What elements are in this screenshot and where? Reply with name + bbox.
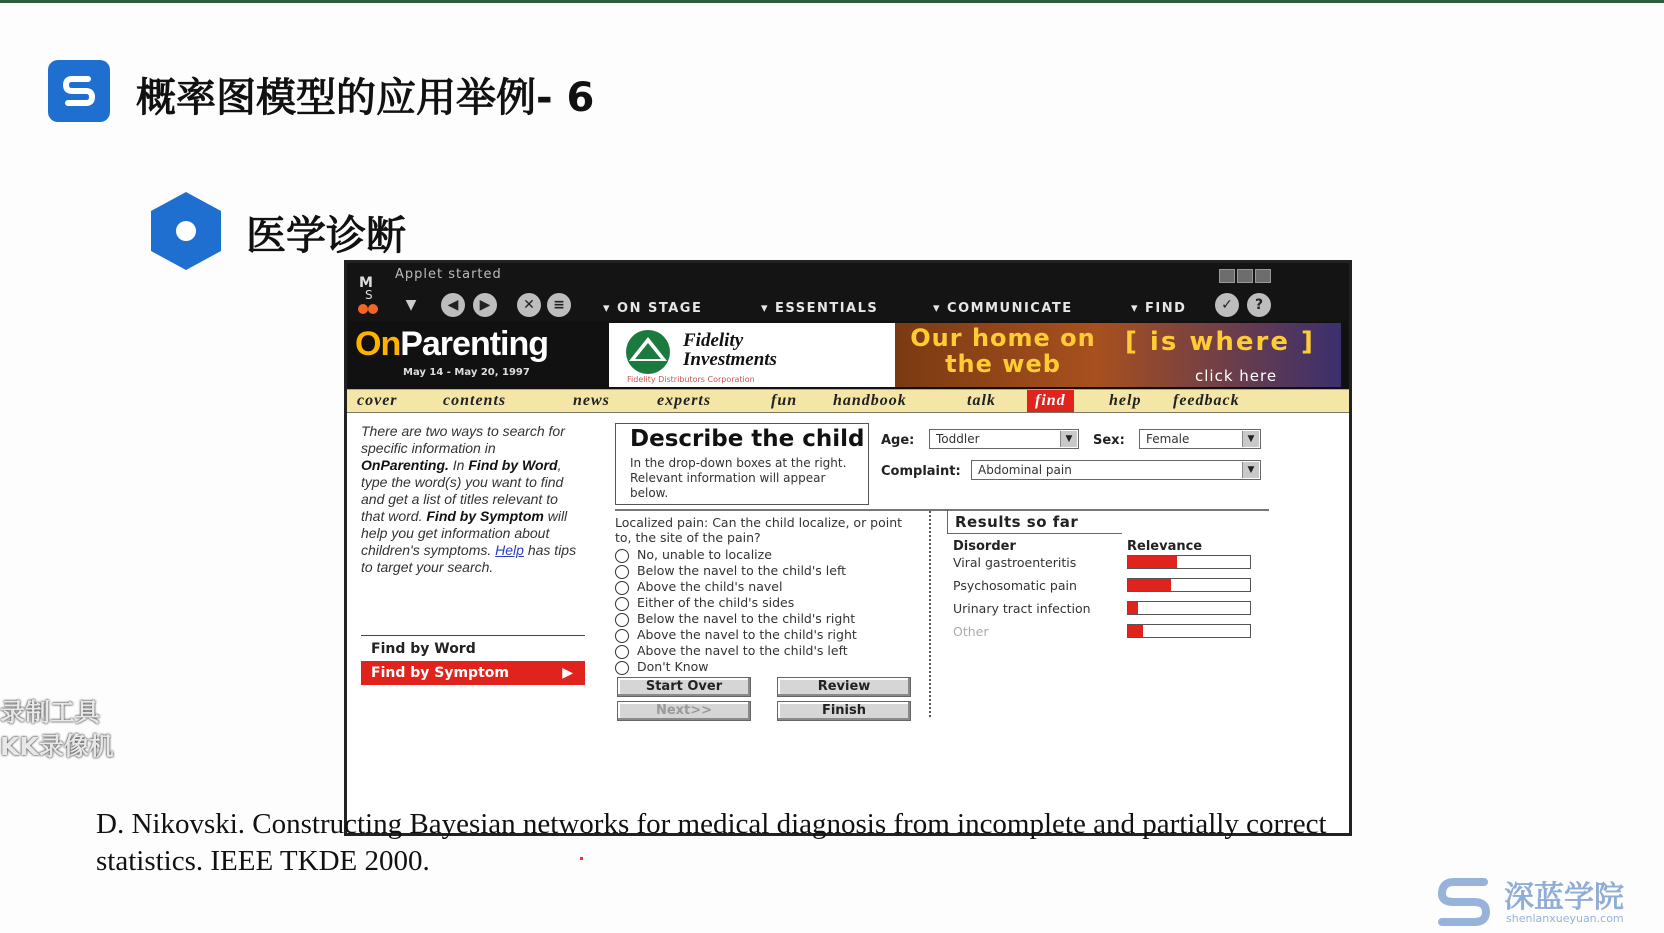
age-label: Age: [881,433,915,448]
age-select[interactable]: Toddler ▼ [929,429,1079,449]
option-2[interactable]: Above the child's navel [615,579,782,595]
find-by-symptom-button[interactable]: Find by Symptom ▶ [361,661,585,685]
find-by-word-button[interactable]: Find by Word [371,641,476,657]
relevance-fill [1128,602,1138,614]
section-divider [615,509,1269,511]
dotted-divider [929,511,931,717]
relevance-bar-1 [1127,578,1251,592]
option-3[interactable]: Either of the child's sides [615,595,794,611]
describe-title: Describe the child [630,426,865,452]
help-link[interactable]: Help [495,542,524,558]
radio-button[interactable] [615,629,629,643]
chevron-down-icon: ▼ [1242,462,1259,478]
minimize-icon[interactable] [1219,269,1235,283]
option-1[interactable]: Below the navel to the child's left [615,563,846,579]
relevance-fill [1128,556,1177,568]
nav-news[interactable]: news [573,392,610,409]
sex-select[interactable]: Female ▼ [1139,429,1261,449]
applet-toolbar [347,263,1349,321]
section-title: 医学诊断 [246,213,406,259]
sex-label: Sex: [1093,433,1125,448]
back-icon[interactable]: ◀ [441,293,465,317]
pointer-dot [580,857,583,860]
svg-text:S: S [365,288,373,302]
play-arrow-icon: ▶ [562,665,573,681]
localized-pain-question: Localized pain: Can the child localize, or point to, the site of the pain? [615,515,903,545]
radio-button[interactable] [615,661,629,675]
option-4[interactable]: Below the navel to the child's right [615,611,855,627]
next-button[interactable]: Next>> [617,701,751,721]
radio-button[interactable] [615,549,629,563]
citation: D. Nikovski. Constructing Bayesian networks for medical diagnosis from incomplete and partially correct statistics. IEEE TKDE 2000. [96,808,1327,877]
msn-logo-icon [353,271,393,315]
disorder-2: Urinary tract infection [953,601,1091,616]
pyramid-logo-icon [617,329,679,375]
dropdown-arrow-icon[interactable]: ▼ [405,297,417,313]
nav-experts[interactable]: experts [657,392,712,409]
option-5[interactable]: Above the navel to the child's right [615,627,857,643]
option-6[interactable]: Above the navel to the child's left [615,643,848,659]
menu-find[interactable]: ▾ FIND [1131,301,1187,316]
recorder-watermark: 录制工具 KK录像机 [0,698,114,761]
radio-button[interactable] [615,645,629,659]
relevance-fill [1128,579,1171,591]
home-on-web-ad[interactable]: Our home on the web [ is where ] click here [895,323,1341,387]
radio-button[interactable] [615,565,629,579]
left-divider [361,635,585,636]
review-button[interactable]: Review [777,677,911,697]
relevance-bar-3 [1127,624,1251,638]
complaint-select[interactable]: Abdominal pain ▼ [971,460,1261,480]
relevance-header: Relevance [1127,539,1203,554]
site-banner [347,321,1349,389]
stop-icon[interactable]: ✕ [517,293,541,317]
disorder-3: Other [953,624,989,639]
option-0[interactable]: No, unable to localize [615,547,772,563]
complaint-label: Complaint: [881,464,961,479]
relevance-bar-2 [1127,601,1251,615]
nav-talk[interactable]: talk [967,392,996,409]
radio-button[interactable] [615,581,629,595]
radio-button[interactable] [615,597,629,611]
describe-text: In the drop-down boxes at the right. Relevant information will appear below. [630,456,847,500]
shenlan-logo-icon [48,60,110,122]
chevron-down-icon: ▼ [1060,431,1077,447]
close-icon[interactable] [1255,269,1271,283]
site-nav [347,389,1349,413]
finish-button[interactable]: Finish [777,701,911,721]
sponsor-subtitle: Fidelity Distributors Corporation [627,375,755,384]
nav-contents[interactable]: contents [443,392,507,409]
nav-find[interactable]: find [1027,390,1074,412]
disorder-1: Psychosomatic pain [953,578,1077,593]
slide-title: 概率图模型的应用举例- 6 [136,75,595,121]
hexagon-bullet-icon [148,190,224,272]
refresh-icon[interactable]: ≡ [547,293,571,317]
applet-window [344,260,1352,836]
results-title: Results so far [955,513,1079,531]
describe-child-panel [615,423,869,505]
option-7[interactable]: Don't Know [615,659,709,675]
applet-status: Applet started [395,267,502,282]
disorder-0: Viral gastroenteritis [953,555,1077,570]
find-intro: There are two ways to search for specific information in OnParenting. In Find by Word, type the word(s) you want to find and get a list of titles relevant to that word. Find by Symptom will help you get information about children's symptoms. Help has tips to target your search. [361,423,577,575]
chevron-down-icon: ▼ [1242,431,1259,447]
menu-communicate[interactable]: ▾ COMMUNICATE [933,301,1073,316]
menu-essentials[interactable]: ▾ ESSENTIALS [761,301,879,316]
svg-text:M: M [359,275,373,291]
radio-button[interactable] [615,613,629,627]
disorder-header: Disorder [953,539,1016,554]
issue-date: May 14 - May 20, 1997 [403,367,530,378]
help-icon[interactable]: ? [1247,293,1271,317]
nav-fun[interactable]: fun [771,392,798,409]
nav-help[interactable]: help [1109,392,1142,409]
relevance-fill [1128,625,1143,637]
forward-icon[interactable]: ▶ [473,293,497,317]
nav-feedback[interactable]: feedback [1173,392,1240,409]
start-over-button[interactable]: Start Over [617,677,751,697]
ad-is-where: [ is where ] [1125,327,1315,357]
top-border [0,0,1664,3]
nav-cover[interactable]: cover [357,392,398,409]
menu-on-stage[interactable]: ▾ ON STAGE [603,301,703,316]
shenlan-watermark: 深蓝学院 shenlanxueyuan.com [1432,872,1664,932]
fidelity-ad[interactable]: Fidelity Investments Fidelity Distributors Corporation [609,323,895,387]
nav-handbook[interactable]: handbook [833,392,907,409]
maximize-icon[interactable] [1237,269,1253,283]
onparenting-logo[interactable]: OnParenting [355,325,549,363]
shenlan-watermark-icon [1432,874,1496,930]
relevance-bar-0 [1127,555,1251,569]
ad-click-here[interactable]: click here [1195,367,1278,385]
check-icon[interactable]: ✓ [1215,293,1239,317]
